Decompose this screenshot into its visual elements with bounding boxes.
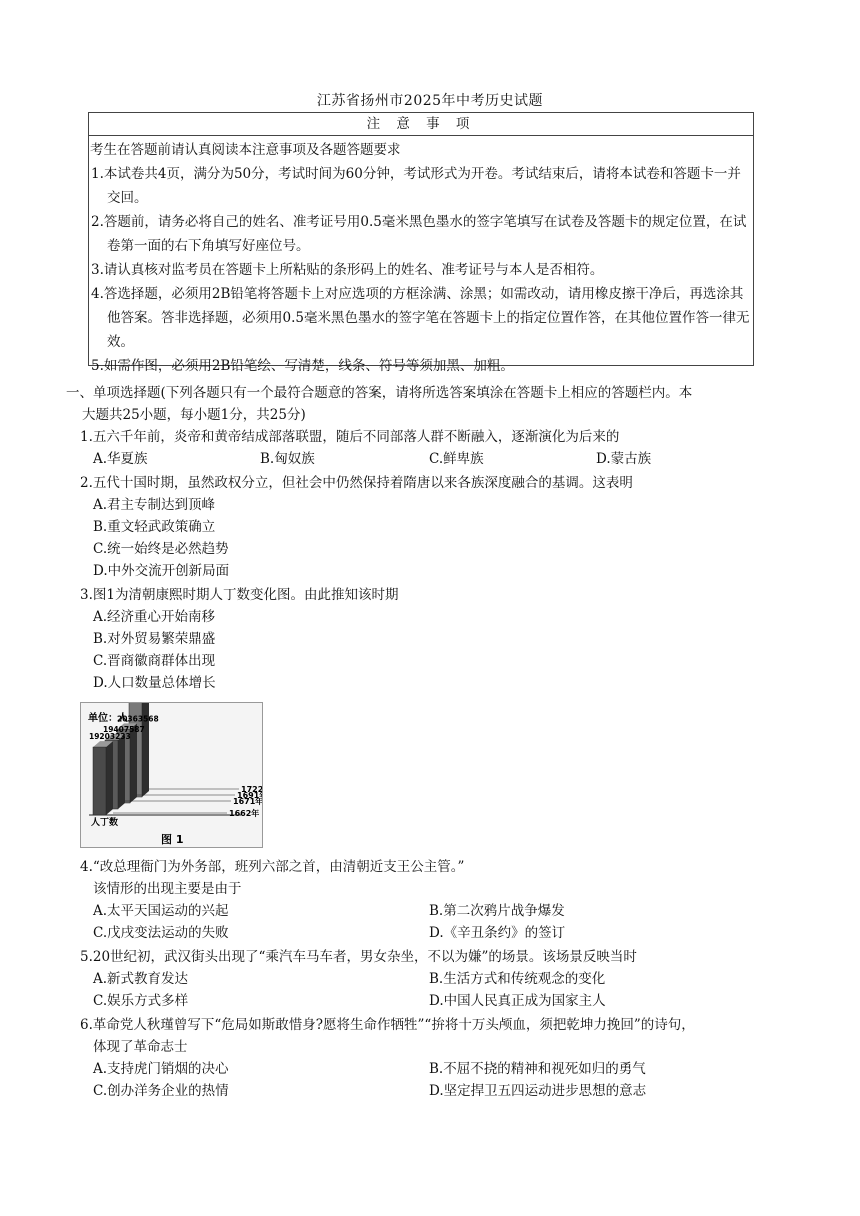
options-row (93, 448, 780, 470)
question-4 (80, 856, 780, 944)
option-d[interactable]: D.中外交流开创新局面 (93, 563, 230, 579)
option-b[interactable]: B.匈奴族 (260, 451, 315, 467)
option-b[interactable]: B.不屈不挠的精神和视死如归的勇气 (429, 1061, 646, 1077)
option-c[interactable]: C.戊戌变法运动的失败 (93, 925, 229, 941)
question-3 (80, 584, 780, 694)
chart-bar (93, 741, 113, 815)
question-stem: 1.五六千年前，炎帝和黄帝结成部落联盟，随后不同部落人群不断融入，逐渐演化为后来的 (80, 429, 620, 445)
notice-item: 1.本试卷共4页，满分为50分，考试时间为60分钟，考试形式为开卷。考试结束后，请将本试卷和答题卡一并交回。 (91, 166, 741, 206)
bar-side (130, 723, 137, 803)
section-heading (66, 382, 786, 426)
option-d[interactable]: D.中国人民真正成为国家主人 (429, 993, 606, 1009)
section-line-1: 一、单项选择题(下列各题只有一个最符合题意的答案，请将所选答案填涂在答题卡上相应的答题栏内。本 (66, 385, 693, 401)
question-1 (80, 426, 780, 470)
exam-title: 江苏省扬州市2025年中考历史试题 (316, 93, 544, 109)
option-d[interactable]: D.坚定捍卫五四运动进步思想的意志 (429, 1083, 647, 1099)
options-row (93, 900, 780, 922)
option-a[interactable]: A.华夏族 (93, 451, 148, 467)
bar-side (118, 734, 125, 809)
question-stem: 5.20世纪初，武汉街头出现了“乘汽车马车者，男女杂坐，不以为嫌”的场景。该场景反映当时 (80, 949, 637, 965)
question-stem: 6.革命党人秋瑾曾写下“危局如斯敢惜身?愿将生命作牺牲”“拚将十万头颅血，须把乾坤力挽回”的诗句， (80, 1017, 695, 1033)
question-5 (80, 946, 780, 1012)
option-b[interactable]: B.对外贸易繁荣鼎盛 (93, 631, 216, 647)
notice-heading: 注 意 事 项 (89, 113, 753, 136)
figure-1 (80, 702, 263, 848)
option-c[interactable]: C.娱乐方式多样 (93, 993, 189, 1009)
options-row (93, 990, 780, 1012)
value-label: 19203233 (89, 732, 131, 742)
question-stem: 2.五代十国时期，虽然政权分立，但社会中仍然保持着隋唐以来各族深度融合的基调。这表明 (80, 475, 633, 491)
notice-box (88, 112, 754, 374)
notice-item: 5.如需作图，必须用2B铅笔绘、写清楚，线条、符号等须加黑、加粗。 (91, 358, 514, 374)
value-label: 20363568 (117, 714, 159, 724)
option-b[interactable]: B.重文轻武政策确立 (93, 519, 216, 535)
question-stem: 3.图1为清朝康熙时期人丁数变化图。由此推知该时期 (80, 587, 399, 603)
options-row (93, 1058, 780, 1080)
year-label: 1722 (241, 785, 262, 794)
option-b[interactable]: B.第二次鸦片战争爆发 (429, 903, 565, 919)
option-d[interactable]: D.《辛丑条约》的签订 (429, 925, 566, 941)
year-label: 1662年 (229, 809, 260, 818)
year-label: 1671年 (233, 797, 262, 806)
option-a[interactable]: A.君主专制达到顶峰 (93, 497, 216, 513)
question-stem-2: 体现了革命志士 (93, 1039, 188, 1055)
question-6 (80, 1014, 780, 1102)
option-a[interactable]: A.支持虎门销烟的决心 (93, 1061, 229, 1077)
question-stem: 4.“改总理衙门为外务部，班列六部之首，由清朝近支王公主管。” (80, 859, 465, 875)
value-label: 19407587 (103, 725, 145, 735)
bar-front (93, 747, 106, 815)
notice-body (89, 136, 753, 378)
option-a[interactable]: A.经济重心开始南移 (93, 609, 216, 625)
chart-unit-label: 单位：人 (88, 713, 128, 724)
options-row (93, 968, 780, 990)
option-c[interactable]: C.创办洋务企业的热情 (93, 1083, 229, 1099)
option-c[interactable]: C.统一始终是必然趋势 (93, 541, 229, 557)
chart-axis-label: 人丁数 (91, 818, 119, 828)
year-label: 1691 (237, 791, 260, 800)
option-d[interactable]: D.人口数量总体增长 (93, 675, 216, 691)
notice-intro: 考生在答题前请认真阅读本注意事项及各题答题要求 (90, 142, 401, 158)
option-d[interactable]: D.蒙古族 (596, 451, 652, 467)
figure-caption: 图 1 (161, 833, 184, 846)
option-c[interactable]: C.鲜卑族 (429, 451, 484, 467)
option-b[interactable]: B.生活方式和传统观念的变化 (429, 971, 606, 987)
option-c[interactable]: C.晋商徽商群体出现 (93, 653, 216, 669)
options-row (93, 922, 780, 944)
question-stem-2: 该情形的出现主要是由于 (93, 881, 242, 897)
notice-item: 2.答题前，请务必将自己的姓名、准考证号用0.5毫米黑色墨水的签字笔填写在试卷及答题卡的规定位置，在试卷第一面的右下角填写好座位号。 (91, 214, 747, 254)
notice-item: 4.答选择题，必须用2B铅笔将答题卡上对应选项的方框涂满、涂黑；如需改动，请用橡皮擦干净后，再选涂其他答案。答非选择题，必须用0.5毫米黑色墨水的签字笔在答题卡上的指定位置作答，在其他位置作答一律无效。 (91, 286, 750, 350)
option-a[interactable]: A.太平天国运动的兴起 (93, 903, 229, 919)
option-a[interactable]: A.新式教育发达 (93, 971, 189, 987)
question-2 (80, 472, 780, 582)
population-chart (81, 703, 262, 847)
options-row (93, 1080, 780, 1102)
bar-side (106, 741, 113, 815)
notice-item: 3.请认真核对监考员在答题卡上所粘贴的条形码上的姓名、准考证号与本人是否相符。 (91, 262, 604, 278)
section-line-2: 大题共25小题，每小题1分，共25分) (82, 407, 306, 423)
